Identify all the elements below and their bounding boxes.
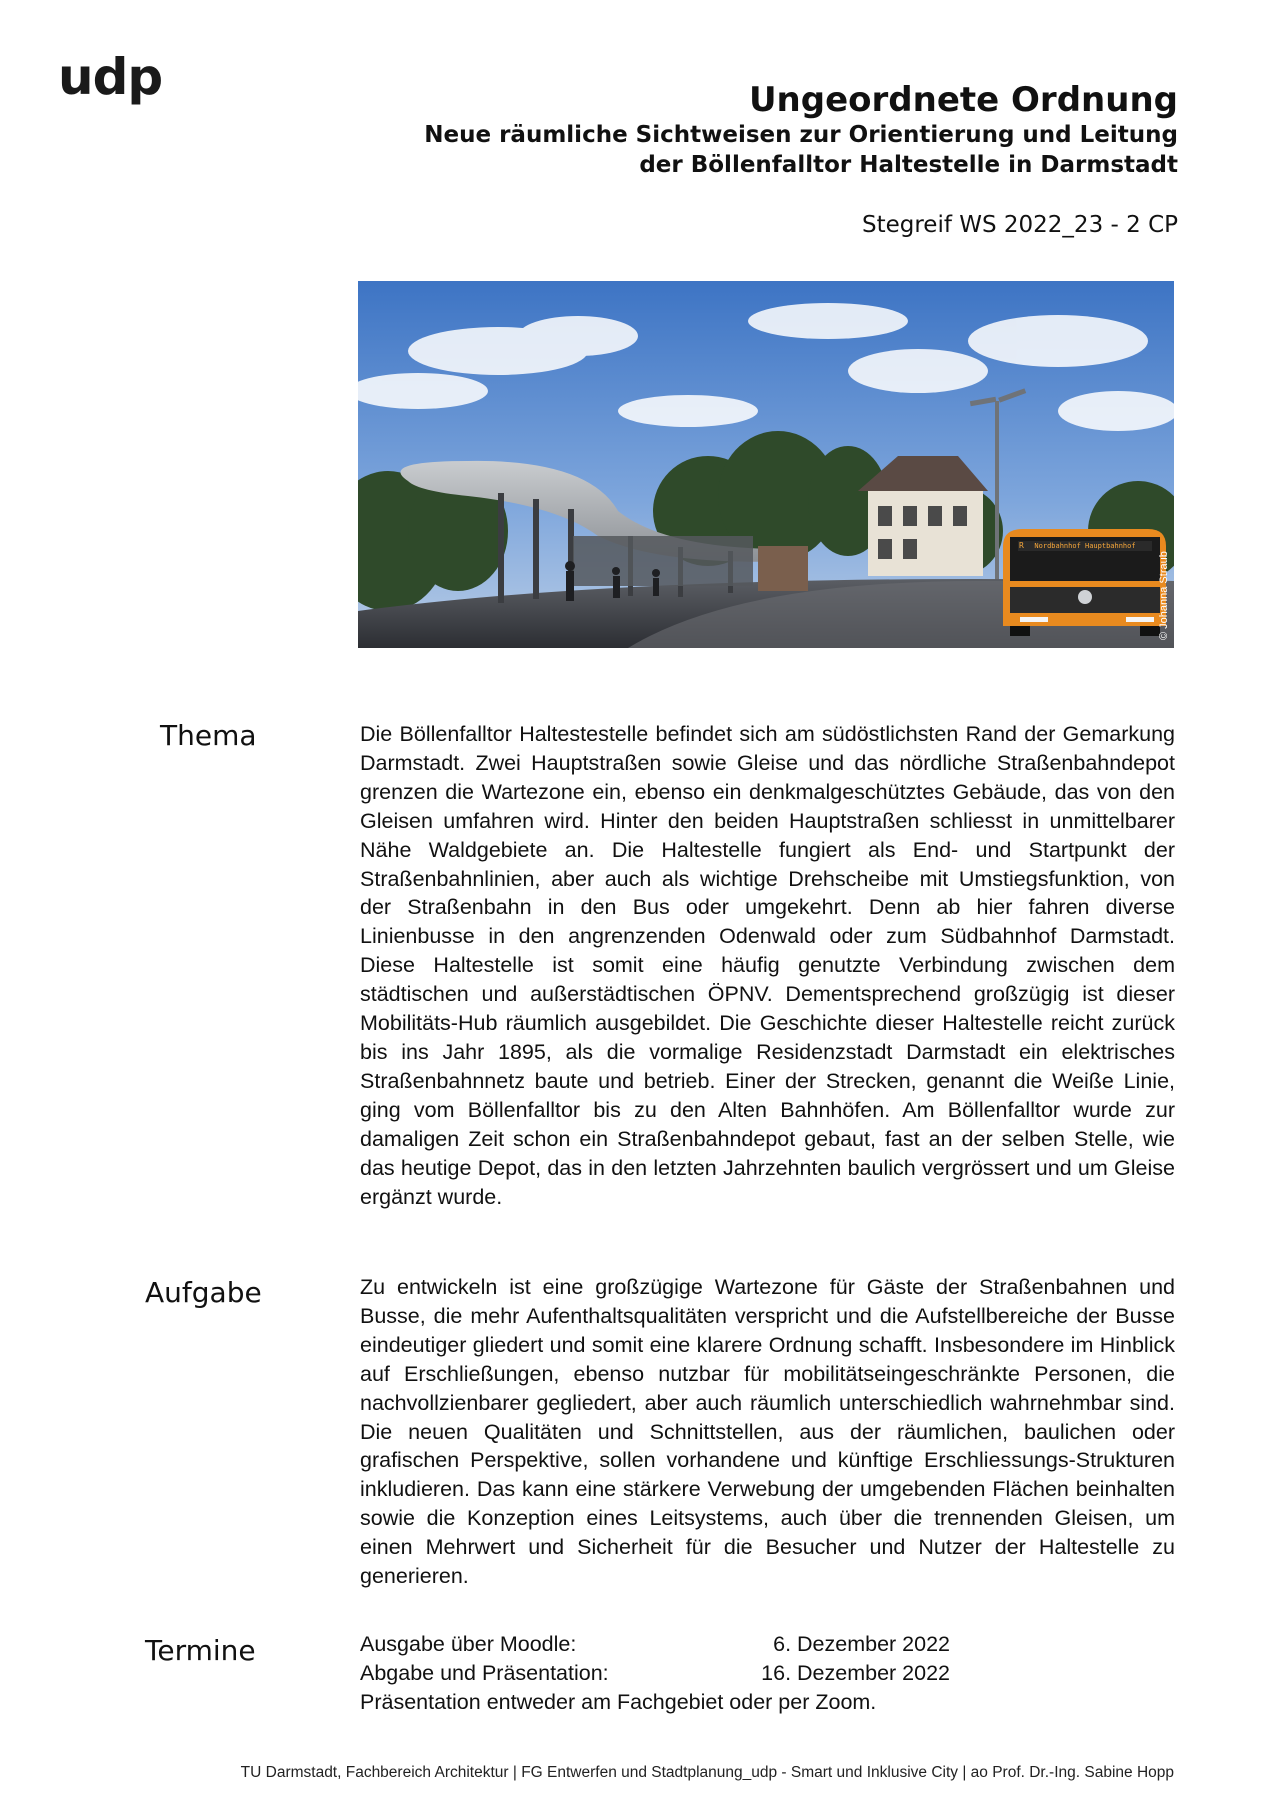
section-label-thema: Thema	[160, 719, 257, 752]
page-footer: TU Darmstadt, Fachbereich Architektur | FG Entwerfen und Stadtplanung_udp - Smart und Inklusive City | ao Prof. Dr.-Ing. Sabine Hopp	[240, 1764, 1174, 1781]
document-subtitle-line-1: Neue räumliche Sichtweisen zur Orientierung und Leitung	[424, 122, 1178, 148]
termine-row-date: 16. Dezember 2022	[761, 1661, 950, 1685]
termine-note: Präsentation entweder am Fachgebiet oder per Zoom.	[360, 1690, 877, 1714]
haltestelle-photo	[358, 281, 1174, 648]
course-info: Stegreif WS 2022_23 - 2 CP	[861, 212, 1178, 238]
document-header	[378, 80, 1178, 240]
termine-row	[360, 1659, 960, 1688]
bus-destination-sign: Nordbahnhof Hauptbahnhof	[1034, 542, 1136, 550]
section-label-aufgabe: Aufgabe	[145, 1276, 262, 1309]
termine-row-label: Ausgabe über Moodle:	[360, 1632, 577, 1656]
termine-row	[360, 1630, 960, 1659]
termine-row-date: 6. Dezember 2022	[773, 1632, 950, 1656]
section-text-aufgabe: Zu entwickeln ist eine großzügige Wartezone für Gäste der Straßenbahnen und Busse, die mehr Aufenthaltsqualitäten verspricht und die Aufstellbereiche der Busse eindeutiger gliedert und somit eine klarere Ordnung schafft. Insbesondere im Hinblick auf Erschließungen, ebenso nutzbar für mobilitätseingeschränkte Personen, die nachvollzienbarer gegliedert, aber auch räumlich unterschiedlich wahrnehmbar sind. Die neuen Qualitäten und Schnittstellen, aus der räumlichen, baulichen oder grafischen Perspektive, sollen vorhandene und künftige Erschliessungs-Strukturen inkludieren. Das kann eine stärkere Verwebung der umgebenden Flächen beinhalten sowie die Konzeption eines Leitsystems, auch über die trennenden Gleisen, um einen Mehrwert und Sicherheit für die Besucher und Nutzer der Haltestelle zu generieren.	[360, 1275, 1175, 1589]
section-text-thema: Die Böllenfalltor Haltestestelle befindet sich am südöstlichsten Rand der Gemarkung Darmstadt. Zwei Hauptstraßen sowie Gleise und das nördliche Straßenbahndepot grenzen die Wartezone ein, ebenso ein denkmalgeschütztes Gebäude, das von den Gleisen umfahren wird. Hinter den beiden Hauptstraßen schliesst in unmittelbarer Nähe Waldgebiete an. Die Haltestelle fungiert als End- und Startpunkt der Straßenbahnlinien, aber auch als wichtige Drehscheibe mit Umstiegsfunktion, von der Straßenbahn in den Bus oder umgekehrt. Denn ab hier fahren diverse Linienbusse in den angrenzenden Odenwald oder zum Südbahnhof Darmstadt. Diese Haltestelle ist somit eine häufig genutzte Verbindung zwischen dem städtischen und außerstädtischen ÖPNV. Dementsprechend großzügig ist dieser Mobilitäts-Hub räumlich ausgebildet. Die Geschichte dieser Haltestelle reicht zurück bis ins Jahr 1895, als die vormalige Residenzstadt Darmstadt ein elektrisches Straßenbahnnetz baute und betrieb. Einer der Strecken, genannt die Weiße Linie, ging vom Böllenfalltor bis zu den Alten Bahnhöfen. Am Böllenfalltor wurde zur damaligen Zeit schon ein Straßenbahndepot gebaut, fast an der selben Stelle, wie das heutige Depot, das in den letzten Jahrzehnten baulich vergrössert und um Gleise ergänzt wurde.	[360, 722, 1175, 1209]
termine-row-label: Abgabe und Präsentation:	[360, 1661, 609, 1685]
document-subtitle-line-2: der Böllenfalltor Haltestelle in Darmstadt	[639, 152, 1178, 178]
termine-list	[360, 1630, 960, 1717]
photo-credit: © Johanna Straub	[1158, 551, 1170, 640]
udp-logo: udp	[58, 48, 163, 106]
section-label-termine: Termine	[145, 1634, 256, 1667]
bus-route-indicator: R	[1019, 541, 1024, 550]
document-title: Ungeordnete Ordnung	[748, 80, 1178, 120]
